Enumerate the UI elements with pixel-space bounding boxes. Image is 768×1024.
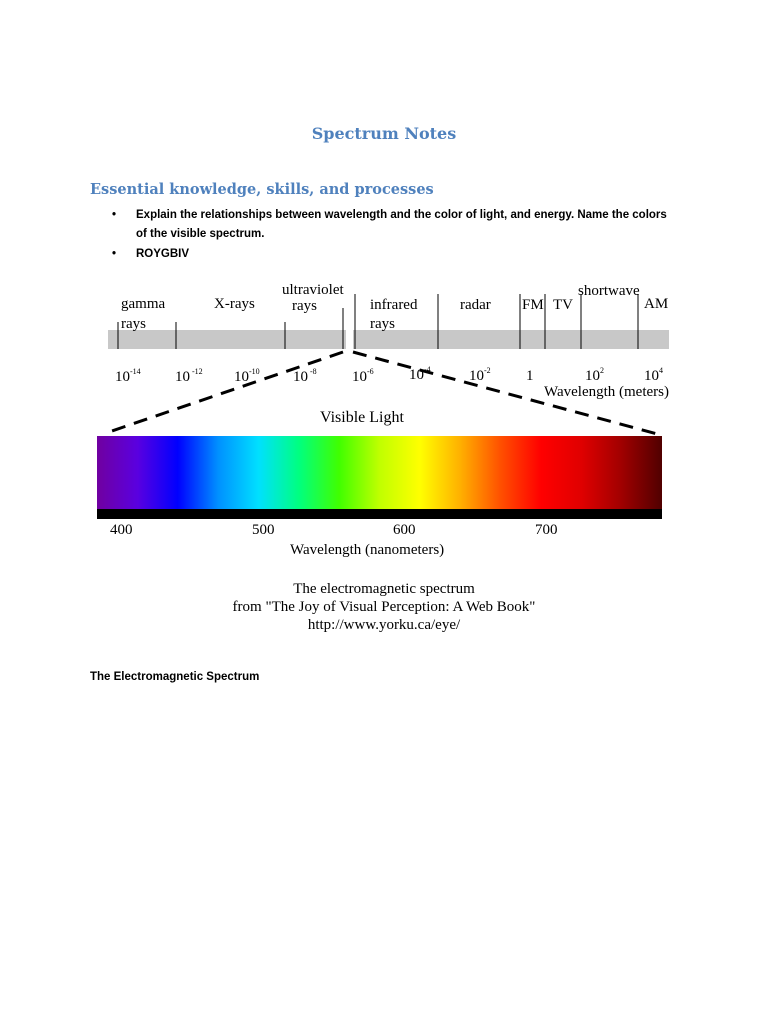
meters-tick: $10^{-6}$ <box>352 367 374 385</box>
band-label-shortwave: shortwave <box>578 283 640 299</box>
em-spectrum-figure <box>0 270 768 570</box>
page-title: Spectrum Notes <box>311 124 457 143</box>
nm-tick: 400 <box>110 522 133 538</box>
nm-tick: 700 <box>535 522 558 538</box>
visible-light-label: Visible Light <box>320 409 404 426</box>
bullet-text: Explain the relationships between wavelength and the color of light, and energy. Name the colors of the visible spectrum. <box>136 209 667 240</box>
section-label: The Electromagnetic Spectrum <box>90 671 260 683</box>
band-label-xrays: X-rays <box>214 296 255 312</box>
section-heading: Essential knowledge, skills, and processes <box>90 181 434 198</box>
meters-tick: $10^{-10}$ <box>234 367 260 385</box>
band-label-fm: FM <box>522 297 544 313</box>
band-label-ultraviolet: ultraviolet <box>282 282 344 298</box>
meters-tick: $10^{-4}$ <box>409 365 431 383</box>
band-label-infrared: infrared <box>370 297 418 313</box>
zoom-line-left <box>106 352 343 433</box>
bullet-item <box>112 206 672 244</box>
meters-axis-label: Wavelength (meters) <box>544 384 669 400</box>
visible-spectrum-axis <box>97 509 662 519</box>
meters-tick: $10^4$ <box>644 366 663 384</box>
meters-tick: 10 $^{-12}$ <box>175 367 203 385</box>
figure-caption <box>0 580 768 634</box>
nm-axis-label: Wavelength (nanometers) <box>290 542 445 558</box>
em-band-gap <box>346 325 353 355</box>
nm-tick: 600 <box>393 522 416 538</box>
meters-tick: 1 <box>526 368 534 384</box>
caption-link: http://www.yorku.ca/eye/ <box>307 617 461 633</box>
band-label-radar: radar <box>460 297 491 313</box>
bullet-list <box>112 206 672 265</box>
band-label-ultraviolet-2: rays <box>292 298 317 314</box>
nm-tick: 500 <box>252 522 275 538</box>
visible-spectrum-bar <box>97 436 662 509</box>
em-band-bar <box>108 330 669 349</box>
bullet-text: ROYGBIV <box>136 248 190 260</box>
caption-line: The electromagnetic spectrum <box>293 581 475 597</box>
band-label-gamma: gamma <box>121 296 166 312</box>
meters-tick: 10 $^{-8}$ <box>293 367 317 385</box>
meters-tick: $10^{-2}$ <box>469 366 491 384</box>
bullet-item <box>112 245 672 264</box>
band-label-gamma-2: rays <box>121 316 146 332</box>
meters-tick: $10^2$ <box>585 366 604 384</box>
band-label-tv: TV <box>553 297 573 313</box>
band-label-infrared-2: rays <box>370 316 395 332</box>
bullet-icon: • <box>112 209 117 221</box>
caption-line: from "The Joy of Visual Perception: A Web Book" <box>232 599 536 615</box>
meters-tick: $10^{-14}$ <box>115 367 141 385</box>
bullet-icon: • <box>112 248 117 260</box>
band-label-am: AM <box>644 296 669 312</box>
